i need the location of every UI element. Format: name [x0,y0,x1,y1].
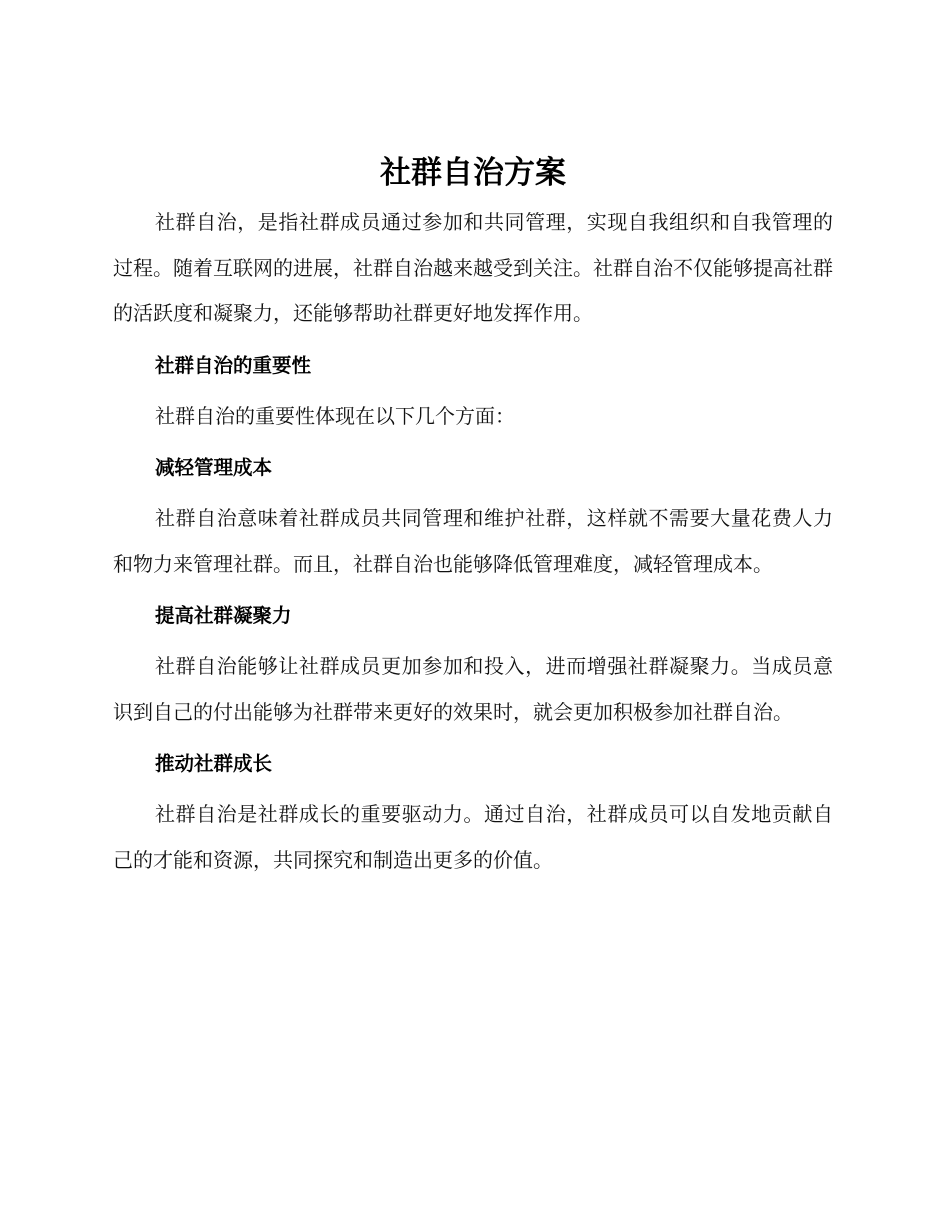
document-title: 社群自治方案 [380,155,566,191]
section-body-growth: 社群自治是社群成长的重要驱动力。通过自治，社群成员可以自发地贡献自己的才能和资源，共同探究和制造出更多的价值。 [113,802,833,872]
section-body-importance: 社群自治的重要性体现在以下几个方面： [155,403,515,428]
section-body-reduce-cost: 社群自治意味着社群成员共同管理和维护社群，这样就不需要大量花费人力和物力来管理社群。而且，社群自治也能够降低管理难度，减轻管理成本。 [113,506,833,576]
section-body-cohesion: 社群自治能够让社群成员更加参加和投入，进而增强社群凝聚力。当成员意识到自己的付出能够为社群带来更好的效果时，就会更加积极参加社群自治。 [113,654,833,724]
section-heading-cohesion: 提高社群凝聚力 [155,604,292,627]
section-heading-reduce-cost: 减轻管理成本 [155,456,273,479]
section-heading-importance: 社群自治的重要性 [155,353,312,377]
section-heading-growth: 推动社群成长 [155,752,273,775]
intro-paragraph: 社群自治，是指社群成员通过参加和共同管理，实现自我组织和自我管理的过程。随着互联网的进展，社群自治越来越受到关注。社群自治不仅能够提高社群的活跃度和凝聚力，还能够帮助社群更好地发挥作用。 [113,210,833,325]
document-page [113,148,833,883]
